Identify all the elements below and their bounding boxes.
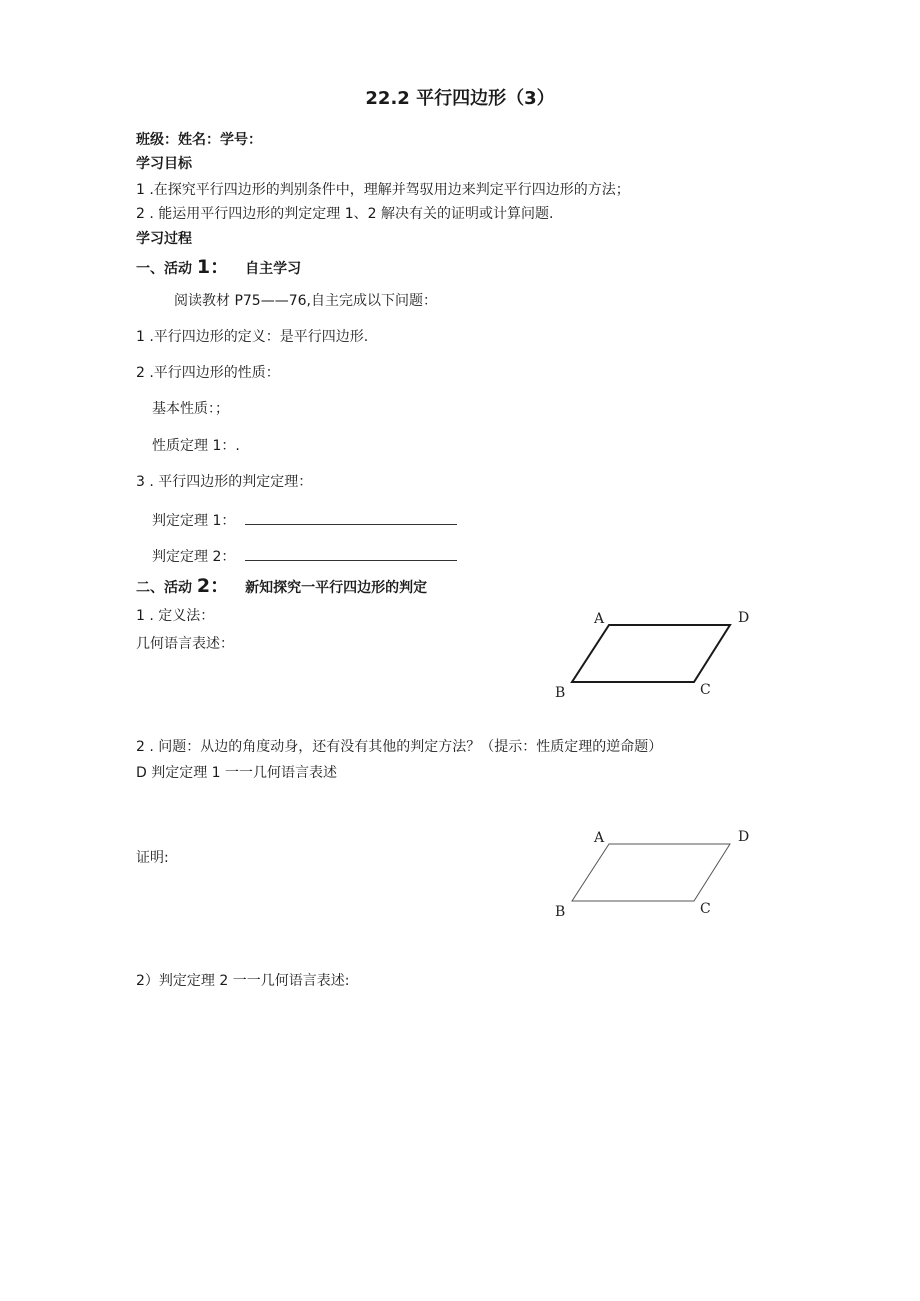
parallelogram-2-shape: [572, 844, 730, 901]
activity-2-prefix: 二、活动: [136, 580, 197, 596]
criterion-1-statement: D 判定定理 1 一一几何语言表述: [136, 765, 338, 781]
activity-1-heading: [136, 258, 301, 278]
process-heading: 学习过程: [136, 231, 192, 247]
criterion-2-label: 判定定理 2：: [152, 549, 236, 565]
figure-1-label-b: B: [555, 685, 566, 701]
property-theorem: 性质定理 1：.: [152, 438, 240, 454]
objective-item-2: 2 . 能运用平行四边形的判定定理 1、2 解决有关的证明或计算问题.: [136, 206, 554, 222]
parallelogram-1-shape: [572, 625, 730, 682]
figure-2-label-b: B: [555, 904, 566, 920]
criterion-1-label: 判定定理 1：: [152, 513, 236, 529]
criterion-1-row: [152, 510, 457, 530]
activity-1-q1: 1 .平行四边形的定义：是平行四边形.: [136, 329, 369, 345]
criterion-2-blank: [245, 546, 457, 561]
basic-property: 基本性质：；: [152, 401, 229, 417]
criterion-1-blank: [245, 510, 457, 525]
figure-1-label-d: D: [738, 610, 750, 626]
activity-2-heading: [136, 577, 427, 597]
figure-2-label-a: A: [594, 830, 605, 846]
activity-2-q2: 2 . 问题：从边的角度动身，还有没有其他的判定方法？（提示：性质定理的逆命题）: [136, 739, 663, 755]
activity-2-name: 新知探究一平行四边形的判定: [245, 580, 428, 596]
objective-item-1: 1 .在探究平行四边形的判别条件中，理解并驾驭用边来判定平行四边形的方法；: [136, 182, 630, 198]
activity-2-q1: 1 . 定义法：: [136, 608, 215, 624]
geometry-statement: 几何语言表述：: [136, 636, 234, 652]
activity-1-q2: 2 .平行四边形的性质：: [136, 365, 280, 381]
activity-1-prefix: 一、活动: [136, 261, 197, 277]
student-info: 班级：姓名：学号：: [136, 132, 262, 148]
activity-1-number: 1：: [196, 256, 230, 278]
activity-1-name: 自主学习: [245, 261, 302, 277]
activity-1-intro: 阅读教材 P75——76,自主完成以下问题：: [174, 293, 437, 309]
criterion-2-row: [152, 546, 457, 566]
figure-2-label-d: D: [738, 829, 750, 845]
page-title: 22.2 平行四边形（3）: [365, 88, 555, 109]
activity-2-number: 2：: [196, 575, 230, 597]
objectives-heading: 学习目标: [136, 156, 192, 172]
figure-2-label-c: C: [700, 901, 711, 917]
parallelogram-figure-1: [550, 605, 760, 700]
parallelogram-figure-2: [550, 824, 760, 919]
criterion-2-statement: 2）判定定理 2 一一几何语言表述:: [136, 973, 350, 989]
activity-1-q3: 3 . 平行四边形的判定定理：: [136, 474, 313, 490]
figure-1-label-a: A: [594, 611, 605, 627]
proof-label: 证明:: [136, 850, 169, 866]
figure-1-label-c: C: [700, 682, 711, 698]
